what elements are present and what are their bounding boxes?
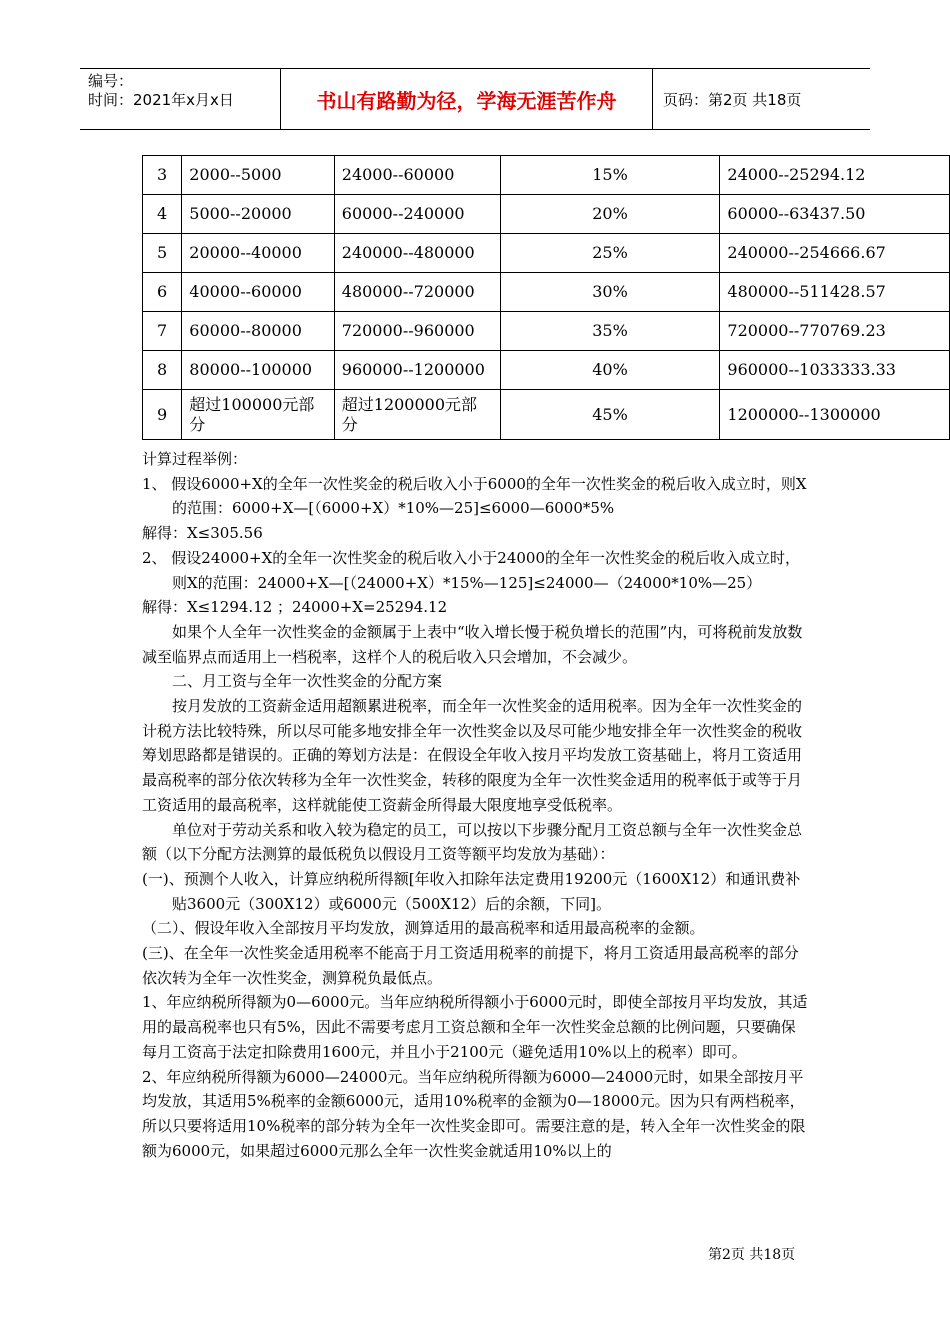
table-row	[143, 273, 950, 312]
table-cell: 720000--770769.23	[720, 312, 950, 351]
paragraph-3: 单位对于劳动关系和收入较为稳定的员工，可以按以下步骤分配月工资总额与全年一次性奖金总额（以下分配方法测算的最低税负以假设月工资等额平均发放为基础）：	[142, 820, 803, 864]
page-header	[80, 68, 870, 130]
table-cell: 24000--60000	[334, 156, 500, 195]
table-cell: 2000--5000	[182, 156, 334, 195]
table-cell: 15%	[500, 156, 720, 195]
table-cell: 24000--25294.12	[720, 156, 950, 195]
table-cell: 45%	[500, 390, 720, 440]
tax-bracket-table	[142, 155, 950, 440]
item-2: 2、年应纳税所得额为6000—24000元。当年应纳税所得额为6000—24000元时，如果全部按月平均发放，其适用5%税率的金额6000元，适用10%税率的金额为0—18000元。因为只有两档税率，所以只要将适用10%税率的部分转为全年一次性奖金即可。需要注意的是，转入全年一次性奖金的限额为6000元，如果超过6000元那么全年一次性奖金就适用10%以上的	[142, 1067, 806, 1160]
step-2: （二）、假设年收入全部按月平均发放，测算适用的最高税率和适用最高税率的金额。	[142, 919, 705, 938]
table-cell: 80000--100000	[182, 351, 334, 390]
table-cell: 240000--480000	[334, 234, 500, 273]
example-1: 1、 假设6000+X的全年一次性奖金的税后收入小于6000的全年一次性奖金的税后收入成立时，则X的范围：6000+X—[（6000+X）*10%—25]≤6000—6000*5%	[142, 474, 807, 518]
table-cell: 60000--80000	[182, 312, 334, 351]
calc-example-heading: 计算过程举例：	[142, 450, 248, 468]
table-cell: 超过1200000元部分	[334, 390, 500, 440]
example-1-solution: 解得：X≤305.56	[142, 524, 263, 543]
section-2-heading: 二、月工资与全年一次性奖金的分配方案	[172, 672, 443, 691]
table-cell: 20%	[500, 195, 720, 234]
table-cell: 1200000--1300000	[720, 390, 950, 440]
table-cell: 480000--511428.57	[720, 273, 950, 312]
table-cell: 3	[143, 156, 182, 195]
table-row	[143, 156, 950, 195]
table-cell: 60000--240000	[334, 195, 500, 234]
paragraph-1: 如果个人全年一次性奖金的金额属于上表中“收入增长慢于税负增长的范围”内，可将税前发放数减至临界点而适用上一档税率，这样个人的税后收入只会增加，不会减少。	[142, 622, 803, 666]
table-cell: 40000--60000	[182, 273, 334, 312]
table-cell: 5	[143, 234, 182, 273]
document-date: 时间：2021年x月x日	[88, 91, 234, 109]
table-row	[143, 234, 950, 273]
table-cell: 35%	[500, 312, 720, 351]
table-row	[143, 195, 950, 234]
header-motto: 书山有路勤为径，学海无涯苦作舟	[280, 69, 653, 129]
table-cell: 9	[143, 390, 182, 440]
table-cell: 720000--960000	[334, 312, 500, 351]
example-2-solution: 解得：X≤1294.12 ；24000+X=25294.12	[142, 598, 448, 617]
header-page-info: 页码：第2页 共18页	[663, 90, 802, 109]
table-cell: 7	[143, 312, 182, 351]
table-cell: 480000--720000	[334, 273, 500, 312]
step-1: (一)、预测个人收入，计算应纳税所得额[年收入扣除年法定费用19200元（1600X12）和通讯费补贴3600元（300X12）或6000元（500X12）后的余额，下同]。	[142, 869, 801, 913]
document-number-label: 编号：	[88, 72, 134, 90]
item-1: 1、年应纳税所得额为0—6000元。当年应纳税所得额小于6000元时，即使全部按月平均发放，其适用的最高税率也只有5%，因此不需要考虑月工资总额和全年一次性奖金总额的比例问题，只要确保每月工资高于法定扣除费用1600元，并且小于2100元（避免适用10%以上的税率）即可。	[142, 993, 808, 1061]
table-cell: 25%	[500, 234, 720, 273]
table-row	[143, 390, 950, 440]
table-row	[143, 312, 950, 351]
table-cell: 240000--254666.67	[720, 234, 950, 273]
table-cell: 6	[143, 273, 182, 312]
table-cell: 20000--40000	[182, 234, 334, 273]
table-cell: 60000--63437.50	[720, 195, 950, 234]
table-cell: 4	[143, 195, 182, 234]
header-meta	[80, 69, 280, 129]
table-cell: 5000--20000	[182, 195, 334, 234]
table-cell: 超过100000元部分	[182, 390, 334, 440]
table-cell: 960000--1033333.33	[720, 351, 950, 390]
document-body	[142, 447, 810, 1163]
table-cell: 8	[143, 351, 182, 390]
table-cell: 40%	[500, 351, 720, 390]
page-footer: 第2页 共18页	[708, 1247, 796, 1263]
table-cell: 30%	[500, 273, 720, 312]
table-row	[143, 351, 950, 390]
example-2: 2、 假设24000+X的全年一次性奖金的税后收入小于24000的全年一次性奖金的税后收入成立时，则X的范围：24000+X—[（24000+X）*15%—125]≤24000—（24000*10%—25）	[142, 548, 800, 592]
step-3: (三)、在全年一次性奖金适用税率不能高于月工资适用税率的前提下，将月工资适用最高税率的部分依次转为全年一次性奖金，测算税负最低点。	[142, 944, 799, 987]
table-cell: 960000--1200000	[334, 351, 500, 390]
paragraph-2: 按月发放的工资薪金适用超额累进税率，而全年一次性奖金的适用税率。因为全年一次性奖金的计税方法比较特殊，所以尽可能多地安排全年一次性奖金以及尽可能少地安排全年一次性奖金的税收筹划思路都是错误的。正确的筹划方法是：在假设全年收入按月平均发放工资基础上，将月工资适用最高税率的部分依次转移为全年一次性奖金，转移的限度为全年一次性奖金适用的税率低于或等于月工资适用的最高税率，这样就能使工资薪金所得最大限度地享受低税率。	[142, 697, 803, 814]
